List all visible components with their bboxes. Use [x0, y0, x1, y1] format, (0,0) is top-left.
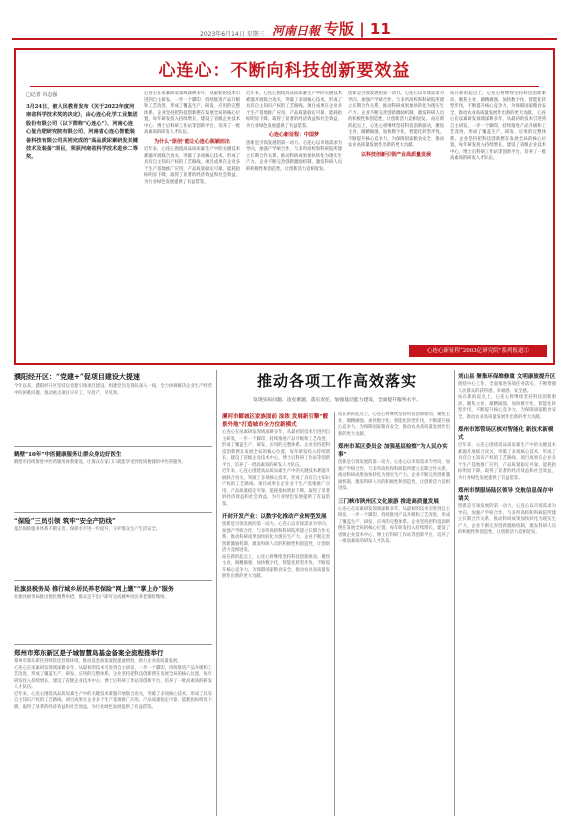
right-column: [458, 372, 556, 816]
feature-subhead: 心连心新征程：中国梦: [268, 132, 319, 138]
section-label: 专版 | 11: [324, 20, 391, 38]
story-body: 社旗县税务局推出便民缴费举措，群众足不出户即可完成城乡居民养老保险缴纳。: [14, 595, 169, 600]
feature-byline: □记者 冯志强: [26, 92, 58, 98]
story-body: 鹤壁市持续推进中医药服务体系建设，让群众在家门口就能享受到优质便捷的中医药服务。: [14, 460, 186, 465]
story-headline: 刘山县 聚集环保维修重 文明康旅提升区: [458, 374, 556, 380]
story-2: [14, 450, 212, 510]
story-headline: 开封开发产业：以数字化推动产业转型发展: [222, 514, 327, 520]
story-body: 站在新的起点上，心连心将继续坚持科技创新驱动，聚焦主业、做精做强，加快数字化、智能化转型步伐，不断提升核心竞争力，为保障国家粮食安全、推动农业高质量发展作出新的更大贡献。: [458, 395, 556, 420]
story-body: 围绕中心工作，全面推进各项任务落实，不断增强人民群众的获得感、幸福感、安全感。: [458, 382, 556, 394]
feature-column-text: 近年来，心连心围绕高品质尿素生产中的关键技术难题开展联合攻关，突破了多项核心技术，形成了具有自主知识产权的工艺路线。项目成果在企业多个生产基地推广应用，产品质量稳定可靠，能耗指标明显下降，取得了显著的经济效益和社会效益，为行业绿色发展提供了有益借鉴。: [144, 147, 240, 185]
story-body: 心连心在尿素研发领域深耕多年，从最初的技术引进到自主研发，一步一个脚印，持续推进产品升级和工艺改进，形成了覆盖生产、研发、应用的完整体系。企业坚持把科技创新摆在发展全局的核心位置，每年研发投入持续增长，建设了省级企业技术中心、博士后科研工作站等创新平台，培养了一批高素质的研发人才队伍。: [14, 665, 212, 690]
story-3: [14, 516, 212, 578]
story-body: 站在新的起点上，心连心将继续坚持科技创新驱动，聚焦主业、做精做强，加快数字化、智能化转型步伐，不断提升核心竞争力，为保障国家粮食安全、推动农业高质量发展作出新的更大贡献。: [338, 412, 450, 437]
story-body: 心连心在尿素研发领域深耕多年，从最初的技术引进到自主研发，一步一个脚印，持续推进产品升级和工艺改进，形成了覆盖生产、研发、应用的完整体系。企业坚持把科技创新摆在发展全局的核心位置，每年研发投入持续增长，建设了省级企业技术中心、博士后科研工作站等创新平台，培养了一批高素质的研发人才队伍。: [222, 430, 330, 468]
feature-title-rule: [30, 86, 539, 87]
feature-column-text: 站在新的起点上，心连心将继续坚持科技创新驱动，聚焦主业、做精做强，加快数字化、智能化转型步伐，不断提升核心竞争力，为保障国家粮食安全、推动农业高质量发展作出新的更大贡献。: [450, 91, 546, 116]
column-divider: [334, 412, 335, 816]
feature-column-3: [348, 91, 444, 355]
story-body: 站在新的起点上，心连心将继续坚持科技创新驱动，聚焦主业、做精做强，加快数字化、智能化转型步伐，不断提升核心竞争力，为保障国家粮食安全、推动农业高质量发展作出新的更大贡献。: [222, 554, 330, 579]
feature-column-text: 站在新的起点上，心连心将继续坚持科技创新驱动，聚焦主业、做精做强，加快数字化、智能化转型步伐，不断提升核心竞争力，为保障国家粮食安全、推动农业高质量发展作出新的更大贡献。: [348, 117, 444, 148]
middle-story-left: [222, 412, 330, 816]
story-headline: 郑州市郑管场区核对智能化 新技术新模式: [458, 427, 554, 441]
story-body: 创新是引领发展的第一动力。心连心以市场需求为导向，加强产学研合作，与多所高校和科研院所建立长期合作关系，推动科研成果加快转化为现实生产力。企业不断完善创新激励机制，激发科研人员的积极性和创造性，让创新活力竞相迸发。: [458, 504, 556, 535]
feature-column-text: 创新是引领发展的第一动力。心连心以市场需求为导向，加强产学研合作，与多所高校和科研院所建立长期合作关系，推动科研成果加快转化为现实生产力。企业不断完善创新激励机制，激发科研人员的积极性和创造性，让创新活力竞相迸发。: [348, 91, 444, 122]
story-headline: 三门峡市陕州区文化旅游 推进高质量发展: [338, 498, 439, 505]
divider: [14, 512, 212, 513]
main-subheadline: 发现实际问题、攻克难题，落实责任，加强基层能力建设，全面提升服务水平。: [253, 398, 421, 403]
feature-banner: 心连心新征程“2003亿研究院”系列报道②: [409, 345, 547, 357]
page-header: [0, 0, 569, 40]
main-headline: 推动各项工作高效落实: [256, 372, 417, 390]
story-body: 创新是引领发展的第一动力。心连心以市场需求为导向，加强产学研合作，与多所高校和科研院所建立长期合作关系，推动科研成果加快转化为现实生产力。企业不断完善创新激励机制，激发科研人员的积极性和创造性，让创新活力竞相迸发。: [338, 460, 450, 491]
issue-date: 2023年6月14日 星期三: [200, 31, 265, 38]
story-body: 基层保险服务体系不断完善，保障水平进一步提升，守护群众生产生活安全。: [14, 527, 161, 532]
story-body: 郑州市郑东新区持续优化营商环境，推动基金备案流程提速增效，助力企业高质量发展。: [14, 659, 182, 664]
newspaper-logo: 河南日報: [272, 24, 321, 38]
feature-column-4: [450, 91, 546, 337]
header-rule: [12, 38, 557, 40]
story-body: 近年来，心连心围绕高品质尿素生产中的关键技术难题开展联合攻关，突破了多项核心技术，形成了具有自主知识产权的工艺路线。项目成果在企业多个生产基地推广应用，产品质量稳定可靠，能耗指标明显下降，取得了显著的经济效益和社会效益，为行业绿色发展提供了有益借鉴。: [14, 691, 212, 710]
story-headline: “保险”三员引领 筑牢“安全产防线”: [14, 517, 116, 525]
middle-story-right: [338, 412, 450, 816]
story-headline: 濮阳经开区：“党建+”促项目建设大提速: [14, 372, 140, 381]
feature-column-text: 创新是引领发展的第一动力。心连心以市场需求为导向，加强产学研合作，与多所高校和科研院所建立长期合作关系，推动科研成果加快转化为现实生产力。企业不断完善创新激励机制，激发科研人员的积极性和创造性，让创新活力竞相迸发。: [246, 140, 342, 172]
feature-subhead: 为什么“原创”能让心连心脱颖而出: [154, 138, 230, 145]
feature-column-text: 近年来，心连心围绕高品质尿素生产中的关键技术难题开展联合攻关，突破了多项核心技术，形成了具有自主知识产权的工艺路线。项目成果在企业多个生产基地推广应用，产品质量稳定可靠，能耗指标明显下降，取得了显著的经济效益和社会效益，为行业绿色发展提供了有益借鉴。: [246, 91, 342, 129]
story-headline: 社旗县税务局 推行城乡居民养老保险“网上缴”“掌上办”服务: [14, 586, 174, 593]
feature-column-2: [246, 91, 342, 355]
column-divider: [454, 370, 455, 816]
divider: [14, 446, 212, 447]
story-headline: 漯河市郾城区家族面前 涂浓 发展新引擎“靓景外地”打造城市全方位新模式: [222, 414, 328, 428]
story-4: [14, 584, 212, 642]
divider: [14, 580, 212, 581]
feature-column-1: [144, 91, 240, 355]
story-body: 近年来，心连心围绕高品质尿素生产中的关键技术难题开展联合攻关，突破了多项核心技术，形成了具有自主知识产权的工艺路线。项目成果在企业多个生产基地推广应用，产品质量稳定可靠，能耗指标明显下降，取得了显著的经济效益和社会效益，为行业绿色发展提供了有益借鉴。: [222, 469, 330, 507]
story-body: 创新是引领发展的第一动力。心连心以市场需求为导向，加强产学研合作，与多所高校和科研院所建立长期合作关系，推动科研成果加快转化为现实生产力。企业不断完善创新激励机制，激发科研人员的积极性和创造性，让创新活力竞相迸发。: [222, 522, 330, 553]
feature-column-text: 心连心在尿素研发领域深耕多年，从最初的技术引进到自主研发，一步一个脚印，持续推进产品升级和工艺改进，形成了覆盖生产、研发、应用的完整体系。企业坚持把科技创新摆在发展全局的核心位置，每年研发投入持续增长，建设了省级企业技术中心、博士后科研工作站等创新平台，培养了一批高素质的研发人才队伍。: [144, 91, 240, 135]
divider: [14, 644, 212, 645]
story-1: [14, 372, 212, 444]
feature-article: [14, 48, 555, 365]
feature-column-text: 心连心在尿素研发领域深耕多年，从最初的技术引进到自主研发，一步一个脚印，持续推进产品升级和工艺改进，形成了覆盖生产、研发、应用的完整体系。企业坚持把科技创新摆在发展全局的核心位置，每年研发投入持续增长，建设了省级企业技术中心、博士后科研工作站等创新平台，培养了一批高素质的研发人才队伍。: [450, 110, 546, 161]
story-body: 今年以来，濮阳经开区坚持以党建引领项目建设，组建党员先锋队深入一线，全力协调解决企业生产经营中的困难问题，推动重点项目早开工、早投产、早见效。: [14, 384, 212, 396]
story-headline: 郑州市禁服场陆区领导 交航信息保存申请关: [458, 488, 554, 502]
story-5: [14, 648, 212, 816]
feature-title: 心连心：不断向科技创新要效益: [158, 61, 411, 81]
feature-subhead: 以科技创新引领产业高质量发展: [360, 151, 431, 158]
story-headline: 郑州市某区委员会 加强基层检察“为人民办实事”: [338, 444, 448, 458]
story-body: 心连心在尿素研发领域深耕多年，从最初的技术引进到自主研发，一步一个脚印，持续推进产品升级和工艺改进，形成了覆盖生产、研发、应用的完整体系。企业坚持把科技创新摆在发展全局的核心位置，每年研发投入持续增长，建设了省级企业技术中心、博士后科研工作站等创新平台，培养了一批高素质的研发人才队伍。: [338, 506, 450, 544]
story-headline: 郑州市郑东新区是子城智慧岛基金备案全流程推举行: [14, 649, 164, 657]
story-body: 近年来，心连心围绕高品质尿素生产中的关键技术难题开展联合攻关，突破了多项核心技术，形成了具有自主知识产权的工艺路线。项目成果在企业多个生产基地推广应用，产品质量稳定可靠，能耗指标明显下降，取得了显著的经济效益和社会效益，为行业绿色发展提供了有益借鉴。: [458, 443, 556, 481]
column-divider: [216, 370, 217, 816]
story-headline: 鹤壁“10年”中医健康服务让群众身边好医生: [14, 452, 122, 458]
feature-lead: 3月24日，被人民教育发布《关于2022年度河南省科学技术奖的决定》，由心连心化学工业集团股份有限公司（以下简称“心连心”）、河南心连心复合肥研究院有限公司、河南省心连心智能装备科技有限公司共同完成的“高品质尿素研发关键技术及装备”项目，荣获河南省科学技术进步二等奖。: [26, 104, 138, 161]
